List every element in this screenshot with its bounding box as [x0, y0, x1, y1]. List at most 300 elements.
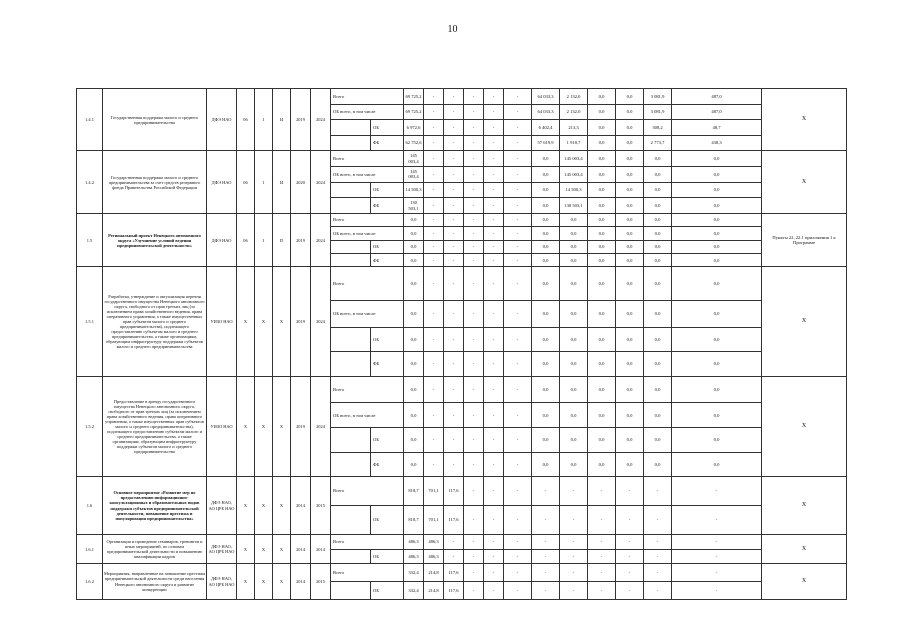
value-cell: - [444, 352, 464, 377]
value-cell: - [464, 89, 484, 105]
value-cell: - [504, 477, 532, 506]
value-cell: 0,0 [644, 227, 672, 240]
value-cell: - [444, 227, 464, 240]
value-cell: 0,0 [404, 267, 424, 300]
value-cell: - [424, 213, 444, 226]
row-name: Разработка, утверждение и актуализация перечня государственного имущества Ненецкого автономного округа, свободного от прав третьих лиц (за исключением права хозяйственного ведения, права оперативного управления, а также имущественных прав субъектов малого и среднего предпринимательства), подлежащего предоставлению субъектам малого и среднего предпринимательства, а также организациям, образующим инфраструктуру поддержки субъектов малого и среднего предпринимательства [103, 267, 207, 376]
value-cell: 0,0 [588, 452, 616, 477]
value-cell: - [504, 549, 532, 564]
source-label: Всего [331, 535, 404, 550]
value-cell: - [504, 213, 532, 226]
row-end-year: 2014 [311, 535, 331, 564]
value-cell: 0,0 [532, 167, 560, 183]
value-cell: 0,0 [644, 427, 672, 452]
value-cell: - [588, 549, 616, 564]
value-cell: - [464, 477, 484, 506]
row-code-3: X [273, 535, 291, 564]
value-cell: 0,0 [532, 452, 560, 477]
source-label: ОБ [371, 182, 404, 198]
value-cell: 0,0 [560, 213, 588, 226]
value-cell: - [616, 581, 644, 599]
value-cell: 145 003,4 [560, 151, 588, 167]
value-cell: 0,0 [588, 376, 616, 403]
value-cell: 701,1 [424, 477, 444, 506]
row-code-1: 06 [237, 151, 255, 213]
value-cell: - [504, 327, 532, 352]
value-cell: - [444, 327, 464, 352]
row-code-3: I5 [273, 213, 291, 267]
value-cell: 486,3 [424, 549, 444, 564]
value-cell: - [484, 549, 504, 564]
source-indent [331, 182, 371, 198]
value-cell: 6 972,6 [404, 120, 424, 136]
value-cell: - [464, 182, 484, 198]
value-cell: - [504, 120, 532, 136]
row-start-year: 2014 [291, 477, 311, 535]
row-code-2: 1 [255, 151, 273, 213]
row-start-year: 2019 [291, 89, 311, 151]
value-cell: - [484, 135, 504, 151]
source-label: ОБ всего, в том числе [331, 300, 404, 327]
value-cell: 0,0 [532, 352, 560, 377]
row-start-year: 2014 [291, 535, 311, 564]
table-row [77, 477, 847, 506]
source-label: ОБ всего, в том числе [331, 403, 404, 428]
value-cell: 818,7 [404, 506, 424, 535]
row-number: 1.6.2 [77, 564, 103, 600]
row-code-2: X [255, 477, 273, 535]
row-code-1: X [237, 376, 255, 476]
value-cell: - [464, 427, 484, 452]
value-cell: 0,0 [532, 182, 560, 198]
value-cell: 486,3 [404, 535, 424, 550]
value-cell: - [484, 198, 504, 214]
value-cell: - [616, 535, 644, 550]
page-number: 10 [447, 24, 458, 35]
value-cell: 0,0 [532, 254, 560, 267]
value-cell: 0,0 [644, 376, 672, 403]
value-cell: - [424, 198, 444, 214]
row-end-year: 2024 [311, 376, 331, 476]
source-indent [331, 427, 371, 452]
value-cell: - [504, 227, 532, 240]
row-start-year: 2019 [291, 267, 311, 376]
value-cell: 0,0 [672, 182, 762, 198]
value-cell: - [644, 477, 672, 506]
value-cell: 0,0 [532, 198, 560, 214]
row-code-2: X [255, 564, 273, 600]
source-label: Всего [331, 267, 404, 300]
value-cell: - [484, 254, 504, 267]
value-cell: - [532, 564, 560, 582]
value-cell: - [532, 506, 560, 535]
value-cell: - [464, 135, 484, 151]
row-code-3: X [273, 267, 291, 376]
source-label: Всего [331, 376, 404, 403]
value-cell: 0,0 [560, 267, 588, 300]
row-executor: ДФЭ НАО, АО ЦРБ НАО [207, 564, 237, 600]
source-indent [331, 120, 371, 136]
row-number: 1.5.1 [77, 267, 103, 376]
value-cell: 0,0 [532, 267, 560, 300]
value-cell: - [504, 151, 532, 167]
value-cell: - [644, 564, 672, 582]
value-cell: 486,3 [404, 549, 424, 564]
value-cell: 0,0 [672, 352, 762, 377]
value-cell: - [444, 167, 464, 183]
row-number: 1.5.2 [77, 376, 103, 476]
value-cell: 0,0 [616, 182, 644, 198]
value-cell: 0,0 [616, 300, 644, 327]
row-executor: ДФЭ НАО, АО ЦРБ НАО [207, 535, 237, 564]
value-cell: 1 918,7 [560, 135, 588, 151]
value-cell: 2 132,0 [560, 89, 588, 105]
value-cell: 117,6 [444, 564, 464, 582]
value-cell: 0,0 [588, 267, 616, 300]
value-cell: - [484, 104, 504, 120]
row-number: 1.5 [77, 213, 103, 267]
value-cell: - [424, 104, 444, 120]
value-cell: - [424, 135, 444, 151]
value-cell: 0,0 [404, 300, 424, 327]
value-cell: 0,0 [672, 452, 762, 477]
value-cell: 0,0 [672, 254, 762, 267]
value-cell: 0,0 [616, 427, 644, 452]
value-cell: - [504, 581, 532, 599]
row-start-year: 2019 [291, 213, 311, 267]
row-code-2: X [255, 376, 273, 476]
row-note: X [762, 267, 847, 376]
row-note: X [762, 89, 847, 151]
value-cell: 0,0 [644, 300, 672, 327]
row-end-year: 2015 [311, 477, 331, 535]
value-cell: - [444, 151, 464, 167]
value-cell: - [464, 267, 484, 300]
value-cell: 0,0 [616, 104, 644, 120]
value-cell: 0,0 [588, 254, 616, 267]
source-label: ОБ [371, 506, 404, 535]
value-cell: 0,0 [616, 167, 644, 183]
value-cell: 0,0 [616, 89, 644, 105]
source-label: ФБ [371, 452, 404, 477]
value-cell: 0,0 [672, 227, 762, 240]
value-cell: - [504, 506, 532, 535]
value-cell: - [444, 120, 464, 136]
value-cell: - [504, 535, 532, 550]
source-label: ОБ всего, в том числе [331, 167, 404, 183]
value-cell: - [464, 167, 484, 183]
program-table [76, 88, 847, 600]
value-cell: - [424, 403, 444, 428]
value-cell: - [504, 403, 532, 428]
source-label: ОБ [371, 581, 404, 599]
value-cell: 0,0 [616, 135, 644, 151]
value-cell: 0,0 [532, 427, 560, 452]
row-note: X [762, 535, 847, 564]
value-cell: 0,0 [616, 403, 644, 428]
value-cell: - [444, 240, 464, 253]
value-cell: - [444, 213, 464, 226]
value-cell: - [424, 240, 444, 253]
value-cell: 14 500,3 [404, 182, 424, 198]
value-cell: - [644, 535, 672, 550]
value-cell: 0,0 [404, 213, 424, 226]
value-cell: - [484, 327, 504, 352]
row-end-year: 2024 [311, 151, 331, 213]
value-cell: - [464, 120, 484, 136]
value-cell: - [484, 452, 504, 477]
value-cell: - [464, 581, 484, 599]
value-cell: - [444, 89, 464, 105]
value-cell: 0,0 [644, 182, 672, 198]
value-cell: - [588, 564, 616, 582]
row-start-year: 2014 [291, 564, 311, 600]
value-cell: 0,0 [588, 89, 616, 105]
value-cell: - [484, 564, 504, 582]
value-cell: 48,7 [672, 120, 762, 136]
row-note: X [762, 151, 847, 213]
value-cell: 0,0 [588, 427, 616, 452]
row-end-year: 2024 [311, 267, 331, 376]
row-code-2: 1 [255, 213, 273, 267]
value-cell: 486,3 [424, 535, 444, 550]
value-cell: 0,0 [588, 352, 616, 377]
value-cell: - [484, 477, 504, 506]
value-cell: 487,0 [672, 104, 762, 120]
value-cell: 214,8 [424, 581, 444, 599]
row-name: Мероприятия, направленные на повышение престижа предпринимательской деятельности среди населения Ненецкого автономного округа и развитие конкуренции [103, 564, 207, 600]
row-number: 1.4.2 [77, 151, 103, 213]
value-cell: 0,0 [616, 213, 644, 226]
value-cell: - [644, 549, 672, 564]
value-cell: - [464, 535, 484, 550]
value-cell: - [644, 506, 672, 535]
value-cell: - [588, 477, 616, 506]
value-cell: - [504, 89, 532, 105]
value-cell: 0,0 [404, 227, 424, 240]
value-cell: 64 033,3 [532, 89, 560, 105]
value-cell: - [504, 167, 532, 183]
value-cell: 0,0 [560, 240, 588, 253]
value-cell: - [504, 564, 532, 582]
value-cell: 117,6 [444, 581, 464, 599]
value-cell: 0,0 [672, 167, 762, 183]
row-code-1: 06 [237, 213, 255, 267]
value-cell: - [616, 506, 644, 535]
source-label: Всего [331, 477, 404, 506]
value-cell: - [484, 506, 504, 535]
row-note: X [762, 564, 847, 600]
source-indent [331, 581, 371, 599]
value-cell: - [464, 403, 484, 428]
value-cell: - [484, 151, 504, 167]
value-cell: 0,0 [616, 151, 644, 167]
value-cell: - [504, 135, 532, 151]
value-cell: - [484, 213, 504, 226]
source-label: ФБ [371, 352, 404, 377]
source-indent [331, 254, 371, 267]
value-cell: 438,3 [672, 135, 762, 151]
value-cell: - [484, 89, 504, 105]
value-cell: - [560, 506, 588, 535]
row-executor: ДФЭ НАО, АО ЦРБ НАО [207, 477, 237, 535]
value-cell: - [464, 240, 484, 253]
value-cell: - [424, 120, 444, 136]
value-cell: 0,0 [588, 167, 616, 183]
value-cell: 145 003,4 [404, 167, 424, 183]
value-cell: 130 503,1 [560, 198, 588, 214]
value-cell: 0,0 [672, 403, 762, 428]
value-cell: - [504, 300, 532, 327]
source-indent [331, 352, 371, 377]
value-cell: 0,0 [644, 198, 672, 214]
value-cell: - [560, 477, 588, 506]
value-cell: - [560, 535, 588, 550]
value-cell: - [444, 254, 464, 267]
value-cell: 0,0 [404, 254, 424, 267]
value-cell: 0,0 [644, 403, 672, 428]
value-cell: 0,0 [560, 300, 588, 327]
row-name: Государственная поддержка малого и среднего предпринимательства [103, 89, 207, 151]
value-cell: 0,0 [588, 403, 616, 428]
value-cell: - [672, 549, 762, 564]
value-cell: 0,0 [560, 403, 588, 428]
source-label: Всего [331, 89, 404, 105]
value-cell: - [484, 352, 504, 377]
value-cell: 0,0 [560, 227, 588, 240]
value-cell: 0,0 [560, 327, 588, 352]
row-code-1: X [237, 477, 255, 535]
value-cell: 14 500,3 [560, 182, 588, 198]
value-cell: 2 132,0 [560, 104, 588, 120]
value-cell: 0,0 [616, 120, 644, 136]
value-cell: - [424, 300, 444, 327]
value-cell: - [464, 300, 484, 327]
value-cell: - [464, 104, 484, 120]
value-cell: - [532, 535, 560, 550]
value-cell: - [484, 376, 504, 403]
value-cell: 0,0 [644, 167, 672, 183]
value-cell: - [424, 182, 444, 198]
value-cell: - [424, 267, 444, 300]
value-cell: - [484, 227, 504, 240]
value-cell: - [504, 427, 532, 452]
value-cell: - [424, 427, 444, 452]
value-cell: - [484, 120, 504, 136]
value-cell: - [672, 581, 762, 599]
value-cell: - [616, 564, 644, 582]
value-cell: - [424, 452, 444, 477]
row-executor: ДФЭ НАО [207, 151, 237, 213]
value-cell: - [672, 477, 762, 506]
value-cell: - [644, 581, 672, 599]
value-cell: 0,0 [616, 376, 644, 403]
row-name: Региональный проект Ненецкого автономного округа «Улучшение условий ведения предпринимательской деятельности» [103, 213, 207, 267]
value-cell: 3 081,9 [644, 89, 672, 105]
value-cell: - [424, 376, 444, 403]
value-cell: - [444, 300, 464, 327]
table-row [77, 151, 847, 167]
value-cell: - [424, 151, 444, 167]
value-cell: - [532, 581, 560, 599]
value-cell: - [444, 104, 464, 120]
value-cell: 117,6 [444, 506, 464, 535]
value-cell: 213,3 [560, 120, 588, 136]
value-cell: 0,0 [560, 352, 588, 377]
row-code-1: X [237, 267, 255, 376]
row-code-2: X [255, 535, 273, 564]
value-cell: - [504, 376, 532, 403]
value-cell: - [504, 198, 532, 214]
source-indent [331, 549, 371, 564]
table-row [77, 267, 847, 300]
row-code-2: X [255, 267, 273, 376]
value-cell: 0,0 [532, 213, 560, 226]
value-cell: - [424, 167, 444, 183]
value-cell: - [444, 452, 464, 477]
row-number: 1.4.1 [77, 89, 103, 151]
value-cell: - [504, 352, 532, 377]
value-cell: - [464, 452, 484, 477]
table-row [77, 564, 847, 582]
value-cell: - [444, 198, 464, 214]
value-cell: 0,0 [588, 120, 616, 136]
value-cell: 0,0 [532, 151, 560, 167]
value-cell: 3 081,9 [644, 104, 672, 120]
value-cell: - [560, 549, 588, 564]
value-cell: - [504, 182, 532, 198]
row-start-year: 2020 [291, 151, 311, 213]
value-cell: - [464, 198, 484, 214]
value-cell: - [672, 564, 762, 582]
value-cell: 0,0 [644, 213, 672, 226]
source-label: ОБ всего, в том числе [331, 227, 404, 240]
value-cell: 0,0 [532, 376, 560, 403]
value-cell: - [464, 151, 484, 167]
value-cell: 0,0 [588, 213, 616, 226]
value-cell: 0,0 [560, 427, 588, 452]
value-cell: 0,0 [560, 452, 588, 477]
source-label: Всего [331, 213, 404, 226]
source-indent [331, 452, 371, 477]
value-cell: - [464, 352, 484, 377]
value-cell: - [484, 427, 504, 452]
value-cell: - [560, 581, 588, 599]
source-label: ОБ [371, 120, 404, 136]
value-cell: 0,0 [616, 240, 644, 253]
value-cell: - [424, 254, 444, 267]
value-cell: 0,0 [532, 240, 560, 253]
row-number: 1.6.1 [77, 535, 103, 564]
value-cell: - [464, 549, 484, 564]
value-cell: 0,0 [588, 151, 616, 167]
row-code-3: X [273, 477, 291, 535]
value-cell: 0,0 [672, 427, 762, 452]
value-cell: 0,0 [616, 254, 644, 267]
source-label: Всего [331, 151, 404, 167]
value-cell: 0,0 [532, 327, 560, 352]
row-number: 1.6 [77, 477, 103, 535]
value-cell: - [464, 506, 484, 535]
row-code-3: I4 [273, 151, 291, 213]
table-row [77, 535, 847, 550]
value-cell: 0,0 [644, 327, 672, 352]
source-label: ФБ [371, 135, 404, 151]
value-cell: - [484, 300, 504, 327]
source-label: ФБ [371, 198, 404, 214]
value-cell: - [504, 267, 532, 300]
source-indent [331, 198, 371, 214]
